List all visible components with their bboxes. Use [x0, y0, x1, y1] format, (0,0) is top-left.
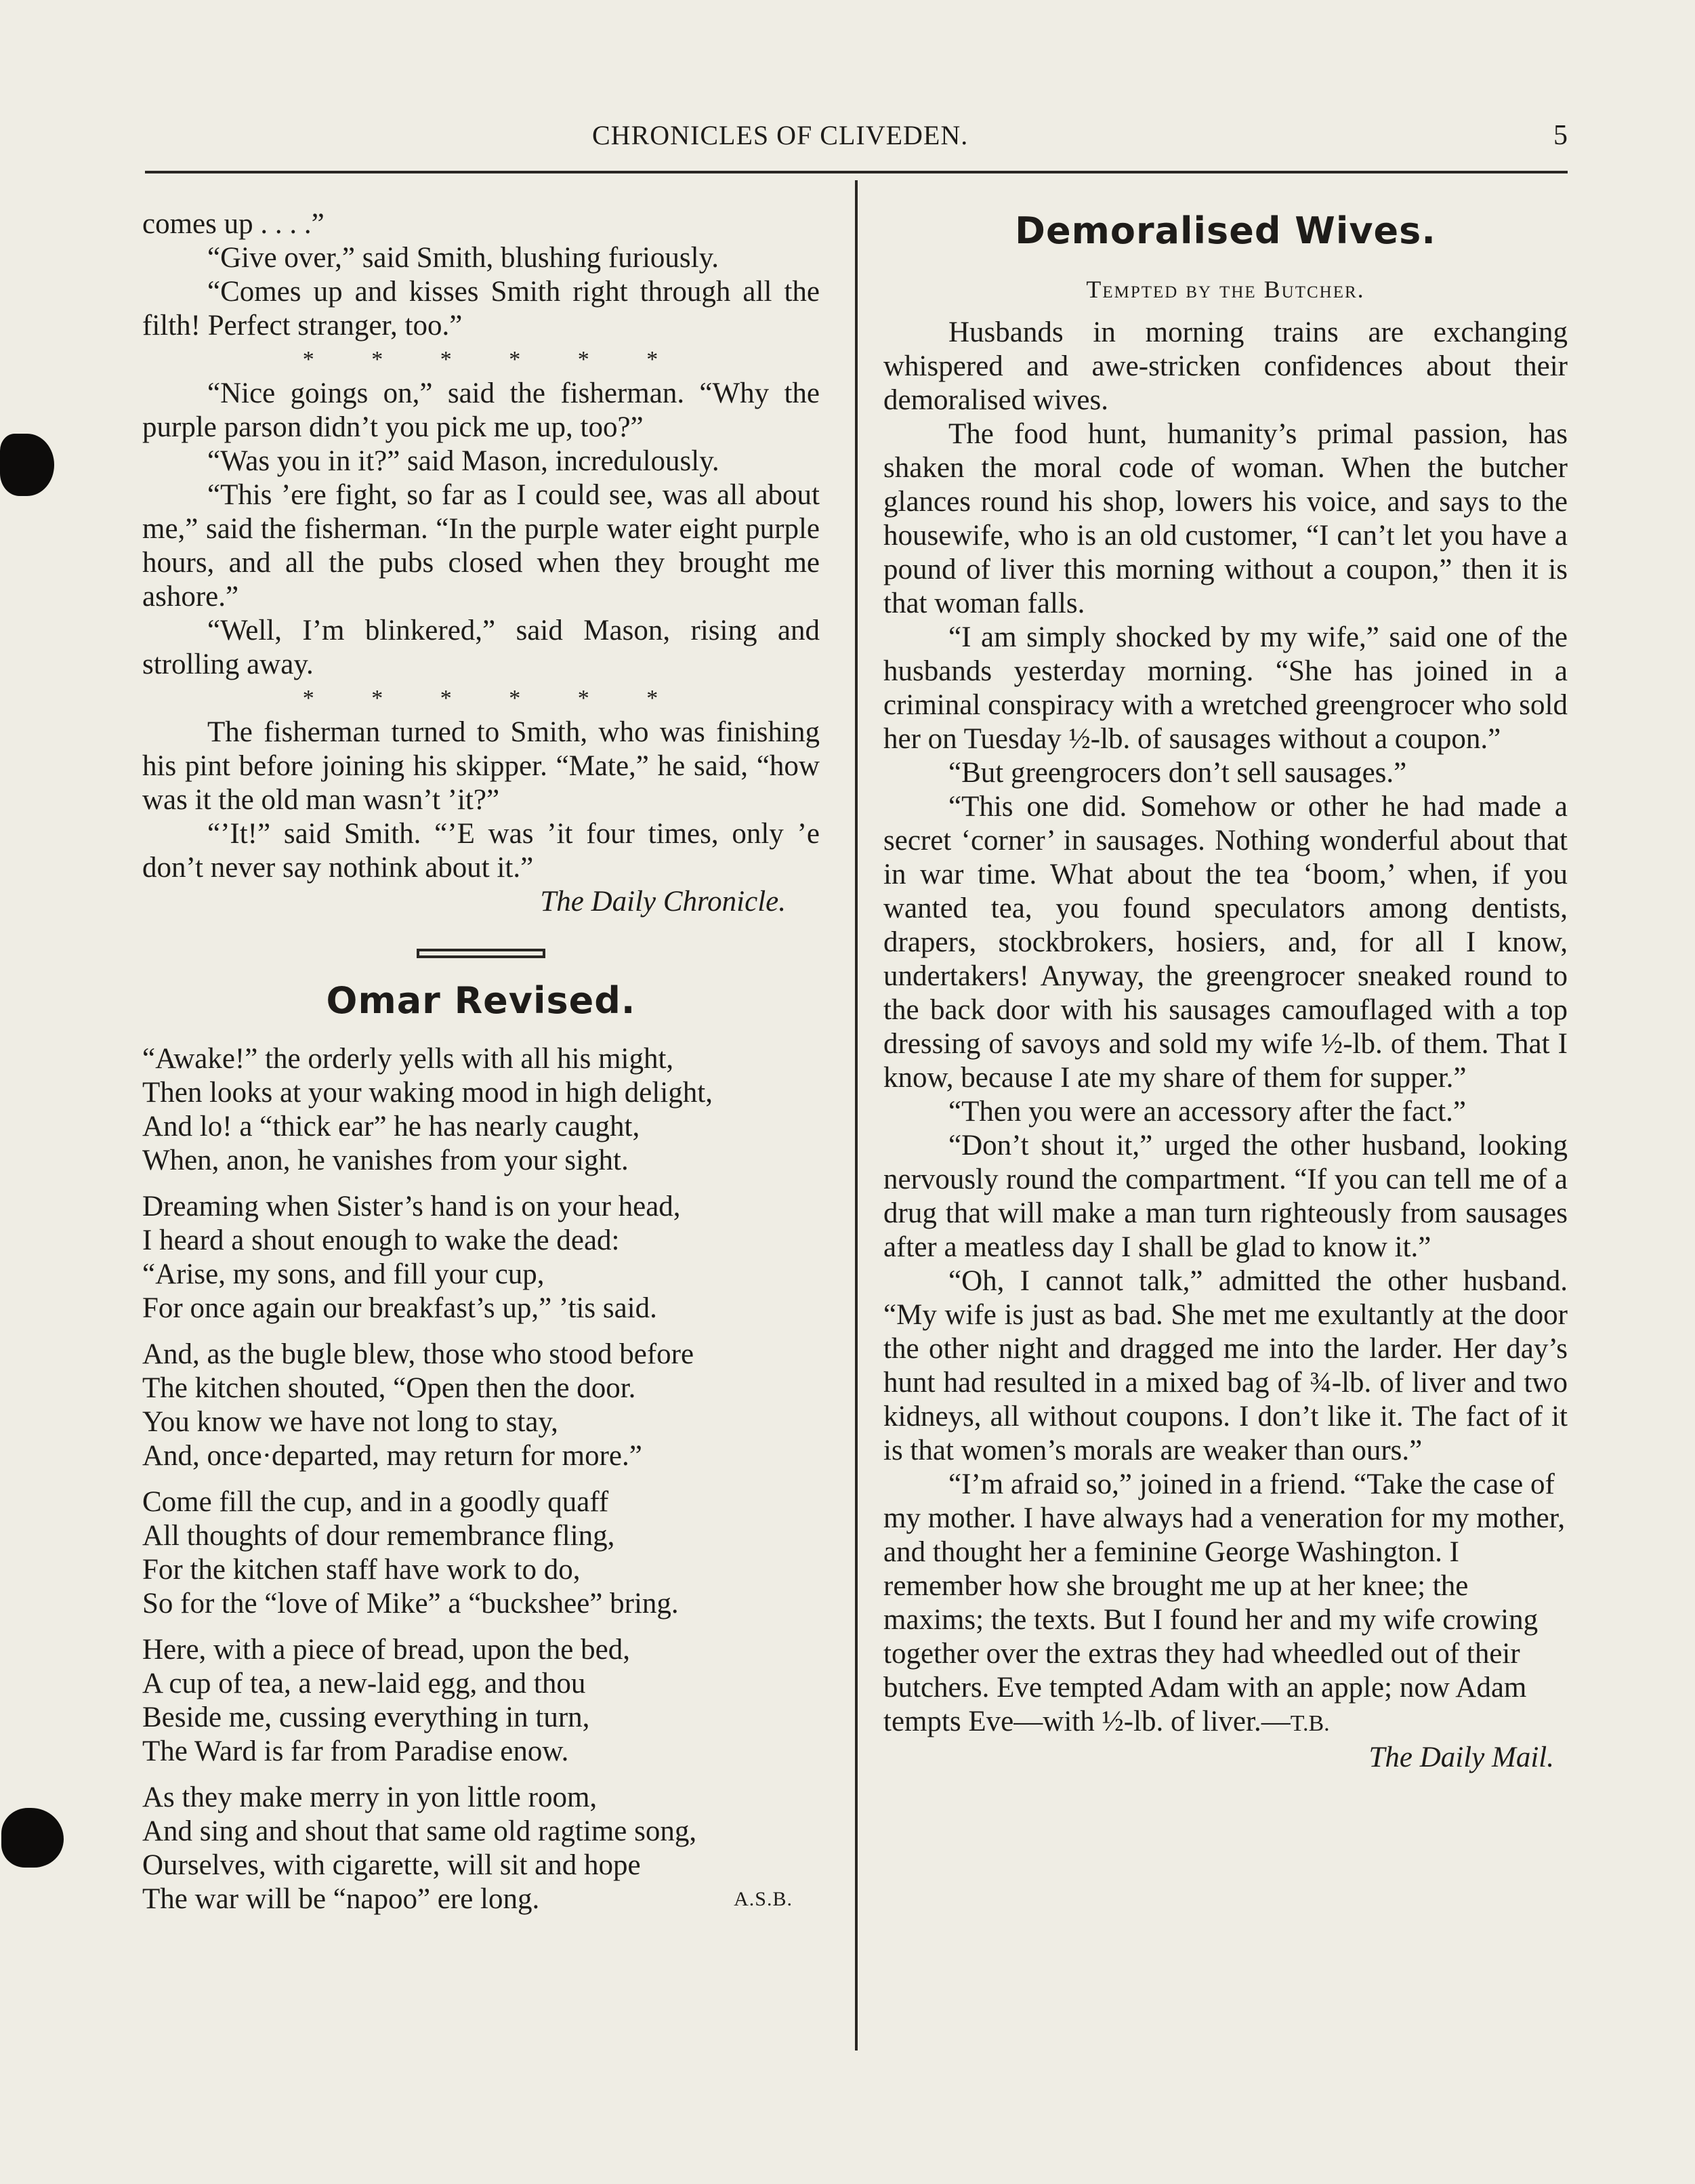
- poem: [142, 1042, 820, 1916]
- article-subtitle: Tempted by the Butcher.: [1086, 276, 1365, 303]
- story-paragraph: The fisherman turned to Smith, who was finishing his pint before joining his skipper. “Mate,” he said, “how was it the old man wasn’t ’it?”: [142, 716, 820, 816]
- section-stars: * * * * * *: [302, 686, 684, 711]
- story-paragraph: “This ’ere fight, so far as I could see, was all about me,” said the fisherman. “In the purple water eight purple hours, and all the pubs closed when they brought me ashore.”: [142, 479, 820, 613]
- poem-line: Come fill the cup, and in a goodly quaff: [142, 1486, 609, 1518]
- poem-line: Here, with a piece of bread, upon the bed,: [142, 1634, 630, 1666]
- running-title: CHRONICLES OF CLIVEDEN.: [592, 120, 969, 150]
- poem-line: And, once·departed, may return for more.”: [142, 1440, 642, 1472]
- poem-title: Omar Revised.: [326, 979, 636, 1022]
- story-paragraph: “Was you in it?” said Mason, incredulously.: [207, 445, 719, 477]
- header-rule: [145, 171, 1568, 173]
- left-column: [142, 207, 820, 1929]
- poem-stanza: [142, 1781, 820, 1916]
- poem-line: When, anon, he vanishes from your sight.: [142, 1145, 629, 1176]
- poem-line: [142, 1882, 820, 1916]
- signature-initials: T.B.: [1290, 1711, 1330, 1736]
- poem-stanza: [142, 1042, 820, 1178]
- poem-line: Ourselves, with cigarette, will sit and hope: [142, 1849, 641, 1881]
- poem-stanza: [142, 1633, 820, 1769]
- article-paragraph: “But greengrocers don’t sell sausages.”: [948, 757, 1407, 789]
- article-paragraph: “I am simply shocked by my wife,” said one of the husbands yesterday morning. “She has joined in a criminal conspiracy with a wretched greengrocer who sold her on Tuesday ½-lb. of sausages without a coupon.”: [883, 621, 1568, 755]
- poem-stanza: [142, 1485, 820, 1621]
- poem-line: Beside me, cussing everything in turn,: [142, 1702, 590, 1733]
- signature-source: The Daily Mail.: [1368, 1742, 1554, 1773]
- section-stars: * * * * * *: [302, 347, 684, 372]
- poem-line-text: The war will be “napoo” ere long.: [142, 1883, 540, 1915]
- poem-line: And lo! a “thick ear” he has nearly caught,: [142, 1111, 640, 1142]
- story-paragraph: “’It!” said Smith. “’E was ’it four times, only ’e don’t never say nothink about it.”: [142, 818, 820, 884]
- story-paragraph: “Give over,” said Smith, blushing furiously.: [207, 242, 719, 274]
- poem-signature: A.S.B.: [734, 1888, 793, 1910]
- page-number: 5: [1553, 120, 1568, 151]
- article-paragraph: “Then you were an accessory after the fact.”: [948, 1096, 1467, 1128]
- article-title: Demoralised Wives.: [1015, 209, 1436, 252]
- article-paragraph: “Don’t shout it,” urged the other husband, looking nervously round the compartment. “If you can tell me of a drug that will make a man turn righteously from sausages after a meatless day I shall be glad to know it.”: [883, 1130, 1568, 1263]
- poem-line: You know we have not long to stay,: [142, 1406, 558, 1438]
- poem-line: The Ward is far from Paradise enow.: [142, 1735, 569, 1767]
- story-paragraph: “Nice goings on,” said the fisherman. “Why the purple parson didn’t you pick me up, too?”: [142, 377, 820, 443]
- poem-line: Dreaming when Sister’s hand is on your head,: [142, 1191, 681, 1222]
- article-paragraph: “Oh, I cannot talk,” admitted the other husband. “My wife is just as bad. She met me exultantly at the door the other night and dragged me into the larder. Her day’s hunt had resulted in a mixed bag of ¾-lb. of liver and two kidneys, all without coupons. I don’t like it. The fact of it is that women’s morals are weaker than ours.”: [883, 1265, 1568, 1466]
- poem-line: All thoughts of dour remembrance fling,: [142, 1520, 615, 1552]
- column-divider: [855, 180, 858, 2051]
- poem-line: Then looks at your waking mood in high delight,: [142, 1077, 713, 1109]
- poem-line: As they make merry in yon little room,: [142, 1781, 598, 1813]
- poem-line: So for the “love of Mike” a “buckshee” bring.: [142, 1588, 679, 1620]
- ink-blot: [0, 434, 54, 496]
- story-paragraph: comes up . . . .”: [142, 208, 325, 240]
- poem-stanza: [142, 1338, 820, 1473]
- article-paragraph-text: “I’m afraid so,” joined in a friend. “Take the case of my mother. I have always had a veneration for my mother, and thought her a feminine George Washington. I remember how she brought me up at her knee; the maxims; the texts. But I found her and my wife crowing together over the extras they had wheedled out of their butchers. Eve tempted Adam with an apple; now Adam tempts Eve—with ½-lb. of liver.—: [883, 1468, 1566, 1737]
- article-paragraph-final: [883, 1468, 1568, 1773]
- poem-line: And sing and shout that same old ragtime song,: [142, 1815, 697, 1847]
- right-column: [883, 207, 1568, 1775]
- story-credit: The Daily Chronicle.: [540, 886, 786, 918]
- article-paragraph: The food hunt, humanity’s primal passion, has shaken the moral code of woman. When the butcher glances round his shop, lowers his voice, and says to the housewife, who is an old customer, “I can’t let you have a pound of liver this morning without a coupon,” then it is that woman falls.: [883, 418, 1568, 619]
- poem-line: For once again our breakfast’s up,” ’tis said.: [142, 1292, 657, 1324]
- story-paragraph: “Well, I’m blinkered,” said Mason, rising and strolling away.: [142, 615, 820, 680]
- article-paragraph: “This one did. Somehow or other he had made a secret ‘corner’ in sausages. Nothing wonderful about that in war time. What about the tea ‘boom,’ when, if you wanted tea, you found speculators among dentists, drapers, stockbrokers, hosiers, and, for all I know, undertakers! Anyway, the greengrocer sneaked round to the back door with his sausages camouflaged with a top dressing of savoys and sold my wife ½-lb. of them. That I know, because I ate my share of them for supper.”: [883, 791, 1568, 1094]
- article-paragraph: Husbands in morning trains are exchanging whispered and awe-stricken confidences about their demoralised wives.: [883, 316, 1568, 416]
- poem-line: The kitchen shouted, “Open then the door.: [142, 1372, 636, 1404]
- poem-line: A cup of tea, a new-laid egg, and thou: [142, 1668, 586, 1699]
- poem-line: I heard a shout enough to wake the dead:: [142, 1224, 620, 1256]
- ornament-divider: [417, 949, 545, 958]
- poem-line: And, as the bugle blew, those who stood before: [142, 1338, 694, 1370]
- poem-line: “Arise, my sons, and fill your cup,: [142, 1258, 545, 1290]
- ink-blot: [1, 1808, 64, 1868]
- poem-stanza: [142, 1190, 820, 1325]
- poem-line: For the kitchen staff have work to do,: [142, 1554, 581, 1586]
- page-header: [145, 119, 1568, 160]
- poem-line: “Awake!” the orderly yells with all his might,: [142, 1043, 674, 1075]
- story-paragraph: “Comes up and kisses Smith right through all the filth! Perfect stranger, too.”: [142, 276, 820, 342]
